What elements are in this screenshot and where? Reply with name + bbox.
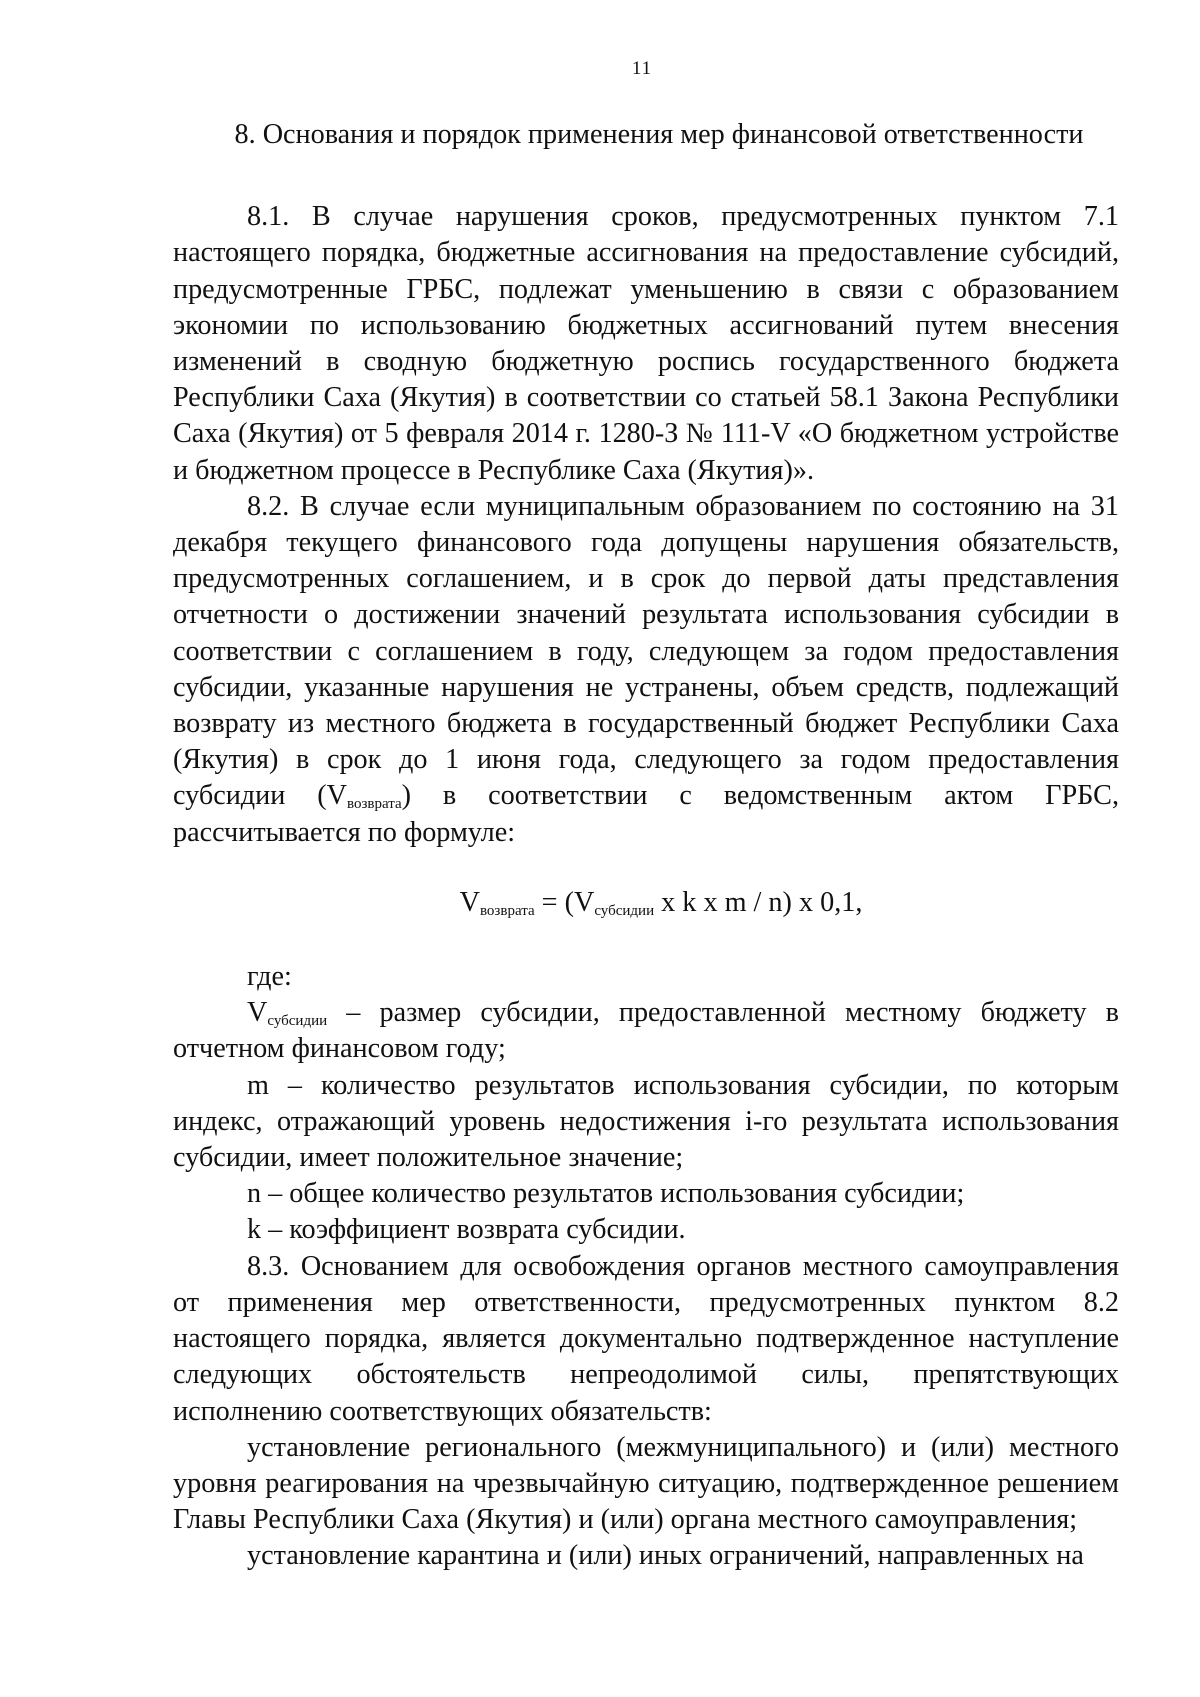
paragraph-8-2-text-end: ) в соответствии с ведомственным актом ГРБС, рассчитывается по формуле:	[173, 780, 1119, 848]
definition-m: m – количество результатов использования субсидии, по которым индекс, отражающий уровень недостижения i-го результата использования субсидии, имеет положительное значение;	[173, 1069, 1119, 1174]
paragraph-quarantine: установление карантина и (или) иных ограничений, направленных на	[247, 1540, 1084, 1572]
def-v-symbol: V	[247, 997, 268, 1029]
formula-middle: = (V	[534, 886, 595, 918]
def-v-text: – размер субсидии, предоставленной местному бюджету в отчетном финансовом году;	[173, 997, 1119, 1065]
paragraph-8-1: 8.1. В случае нарушения сроков, предусмотренных пунктом 7.1 настоящего порядка, бюджетные ассигнования на предоставление субсидий, предусмотренные ГРБС, подлежат уменьшению в связи с образованием экономии по использованию бюджетных ассигнований путем внесения изменений в сводную бюджетную роспись государственного бюджета Республики Саха (Якутия) в соответствии со статьей 58.1 Закона Республики Саха (Якутия) от 5 февраля 2014 г. 1280-З № 111-V «О бюджетном устройстве и бюджетном процессе в Республике Саха (Якутия)».	[173, 201, 1119, 486]
formula	[173, 885, 1119, 921]
formula-v: V	[459, 886, 480, 918]
definition-n: n – общее количество результатов использования субсидии;	[247, 1178, 965, 1210]
definition-k: k – коэффициент возврата субсидии.	[247, 1214, 686, 1246]
formula-tail: x k x m / n) x 0,1,	[654, 886, 863, 918]
section-heading: 8. Основания и порядок применения мер финансовой ответственности	[234, 119, 1084, 150]
subscript-vozvrata: возврата	[346, 796, 402, 813]
paragraph-8-2-text: 8.2. В случае если муниципальным образованием по состоянию на 31 декабря текущего финансового года допущены нарушения обязательств, предусмотренных соглашением, и в срок до первой даты представления отчетности о достижении значений результата использования субсидии в соответствии с соглашением в году, следующем за годом предоставления субсидии, указанные нарушения не устранены, объем средств, подлежащий возврату из местного бюджета в государственный бюджет Республики Саха (Якутия) в срок до 1 июня года, следующего за годом предоставления субсидии (V	[173, 490, 1119, 812]
where-label: где:	[247, 961, 292, 993]
paragraph-8-3: 8.3. Основанием для освобождения органов местного самоуправления от применения мер ответственности, предусмотренных пунктом 8.2 настоящего порядка, является документально подтвержденное наступление следующих обстоятельств непреодолимой силы, препятствующих исполнению соответствующих обязательств:	[173, 1250, 1119, 1427]
document-body	[173, 117, 1119, 1575]
formula-sub-subsidii: субсидии	[594, 902, 655, 919]
paragraph-8-2	[173, 489, 1119, 851]
def-v-subscript: субсидии	[267, 1013, 328, 1030]
page-number: 11	[631, 58, 653, 79]
paragraph-emergency: установление регионального (межмуниципального) и (или) местного уровня реагирования на чрезвычайную ситуацию, подтвержденное решением Главы Республики Саха (Якутия) и (или) органа местного самоуправления;	[173, 1431, 1119, 1536]
formula-sub-vozvrata: возврата	[479, 902, 535, 919]
definition-v-subsidii	[173, 995, 1119, 1067]
